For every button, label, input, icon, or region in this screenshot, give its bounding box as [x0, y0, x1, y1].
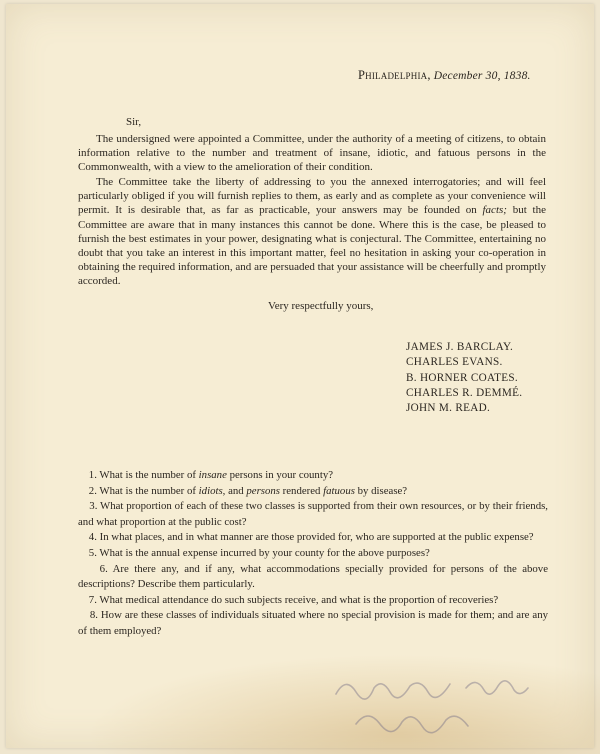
question-text: In what places, and in what manner are those provided for, who are supported at the public expense?	[99, 531, 534, 544]
paragraph-1: The undersigned were appointed a Committee, under the authority of a meeting of citizens, to obtain information relative to the number and treatment of insane, idiotic, and fatuous persons in the Commonwealth, with a view to the amelioration of their condition.	[78, 133, 546, 174]
question-number: 5.	[88, 546, 97, 559]
paragraph-2-part-b: but the Committee are aware that in many instances this cannot be done. Where this is the case, be pleased to furnish the best estimates in your power, designating what is conjectural. The Committee, entertaining no doubt that you take an interest in this important matter, feel no hesitation in asking your co-operation in obtaining the required information, and are persuaded that your assistance will be cheerfully and promptly accorded.	[78, 204, 546, 288]
question-text: What proportion of each of these two classes is supported from their own resources, or by their friends, and what proportion at the public cost?	[78, 500, 548, 528]
question-item	[78, 530, 548, 546]
signer: JAMES J. BARCLAY.	[406, 341, 514, 353]
question-text: What is the annual expense incurred by your county for the above purposes?	[99, 546, 430, 559]
question-number: 8.	[89, 609, 98, 622]
question-text: How are these classes of individuals situated where no special provision is made for them; and are any of them employed?	[78, 609, 549, 637]
question-text: What is the number of	[99, 484, 199, 497]
dateline-place: Philadelphia,	[358, 68, 431, 82]
pencil-annotation	[326, 654, 586, 744]
question-number: 1.	[88, 469, 97, 481]
closing: Very respectfully yours,	[268, 300, 374, 312]
question-text: Are there any, and if any, what accommodations specially provided for persons of the above descriptions? Describe them particularly.	[78, 562, 548, 591]
question-text: rendered	[279, 484, 324, 497]
question-emphasis: fatuous	[323, 484, 355, 497]
question-item	[78, 499, 548, 530]
question-emphasis: persons	[246, 484, 280, 497]
question-number: 3.	[89, 500, 98, 513]
question-item	[78, 546, 548, 562]
dateline	[358, 68, 531, 83]
question-text: What medical attendance do such subjects receive, and what is the proportion of recoveries?	[99, 593, 499, 606]
salutation: Sir,	[126, 116, 142, 128]
question-text: and	[225, 484, 247, 497]
question-number: 6.	[99, 562, 108, 575]
signers-list	[406, 340, 522, 416]
signer: CHARLES R. DEMMÉ.	[406, 386, 523, 399]
paragraph-2-facts: facts;	[482, 204, 507, 217]
question-item	[78, 593, 548, 609]
question-text: persons in your county?	[226, 469, 334, 481]
question-emphasis: idiots,	[198, 484, 226, 497]
signer: JOHN M. READ.	[406, 402, 491, 415]
question-text: by disease?	[354, 484, 408, 497]
questions-list	[78, 468, 548, 640]
signer: B. HORNER COATES.	[406, 371, 519, 384]
question-item	[78, 484, 548, 500]
signer: CHARLES EVANS.	[406, 356, 503, 369]
letter-page	[6, 4, 594, 748]
question-text: What is the number of	[99, 469, 199, 481]
question-number: 2.	[88, 484, 97, 497]
paragraph-2	[78, 175, 546, 289]
dateline-date: December 30, 1838.	[433, 70, 531, 82]
question-emphasis: insane	[198, 469, 227, 481]
question-number: 7.	[88, 593, 97, 606]
paragraph-2-part-a: The Committee take the liberty of addressing to you the annexed interrogatories; and will feel particularly obliged if you will furnish replies to them, as early and as complete as your convenience will permit. It is desirable that, as far as practicable, your answers may be founded on	[78, 176, 546, 217]
question-item	[78, 468, 548, 484]
question-item	[78, 608, 548, 639]
question-item	[78, 562, 548, 593]
question-number: 4.	[88, 531, 97, 544]
